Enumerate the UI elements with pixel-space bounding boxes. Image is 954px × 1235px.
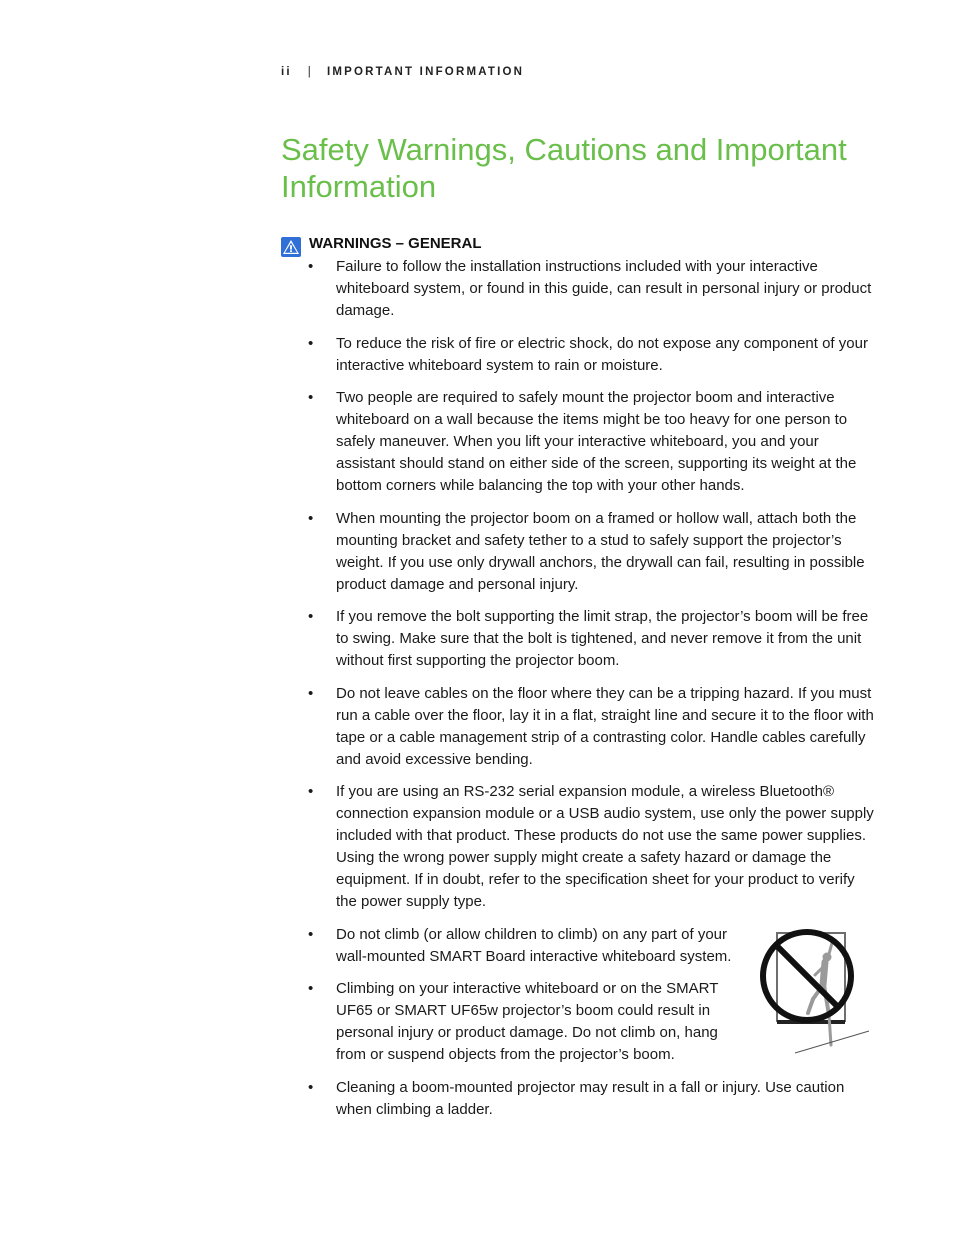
list-item: • Climbing on your interactive whiteboard or on the SMART UF65 or SMART UF65w projector’s boom could result in personal injury or product damage. Do not climb on, hang from or suspend objects from the projector’s boom. — [308, 978, 874, 1066]
list-item: • When mounting the projector boom on a framed or hollow wall, attach both the mounting bracket and safety tether to a stud to safely support the projector’s weight. If you use only drywall anchors, the drywall can fail, resulting in possible product damage and personal injury. — [308, 508, 874, 596]
list-item: • To reduce the risk of fire or electric shock, do not expose any component of your interactive whiteboard system to rain or moisture. — [308, 333, 874, 377]
list-item: • Do not climb (or allow children to climb) on any part of your wall-mounted SMART Board interactive whiteboard system. — [308, 924, 874, 968]
list-item: • If you are using an RS-232 serial expansion module, a wireless Bluetooth® connection expansion module or a USB audio system, use only the power supply included with that product. These products do not use the same power supplies. Using the wrong power supply might create a safety hazard or damage the equipment. If in doubt, refer to the specification sheet for your product to verify the power supply type. — [308, 781, 874, 913]
page-title: Safety Warnings, Cautions and Important Information — [281, 132, 847, 204]
list-item: • Two people are required to safely mount the projector boom and interactive whiteboard on a wall because the items might be too heavy for one person to safely maneuver. When you lift your interactive whiteboard, you and your assistant should stand on either side of the screen, supporting its weight at the bottom corners while balancing the top with your other hands. — [308, 387, 874, 497]
list-item: • If you remove the bolt supporting the limit strap, the projector’s boom will be free to swing. Make sure that the bolt is tightened, and never remove it from the unit without first supporting the projector boom. — [308, 606, 874, 672]
list-item: • Cleaning a boom-mounted projector may result in a fall or injury. Use caution when climbing a ladder. — [308, 1077, 874, 1121]
list-item: • Do not leave cables on the floor where they can be a tripping hazard. If you must run a cable over the floor, lay it in a flat, straight line and secure it to the floor with tape or a cable management strip of a contrasting color. Handle cables carefully and avoid excessive bending. — [308, 683, 874, 771]
page-number: ii — [281, 66, 292, 78]
header-separator: | — [307, 66, 313, 78]
no-climbing-icon — [757, 925, 871, 1055]
section-heading: WARNINGS – GENERAL — [309, 235, 482, 252]
header-section-title: IMPORTANT INFORMATION — [326, 66, 525, 78]
warning-triangle-icon — [281, 237, 301, 257]
list-item: • Failure to follow the installation instructions included with your interactive whiteboard system, or found in this guide, can result in personal injury or product damage. — [308, 256, 874, 322]
running-header — [281, 66, 524, 78]
